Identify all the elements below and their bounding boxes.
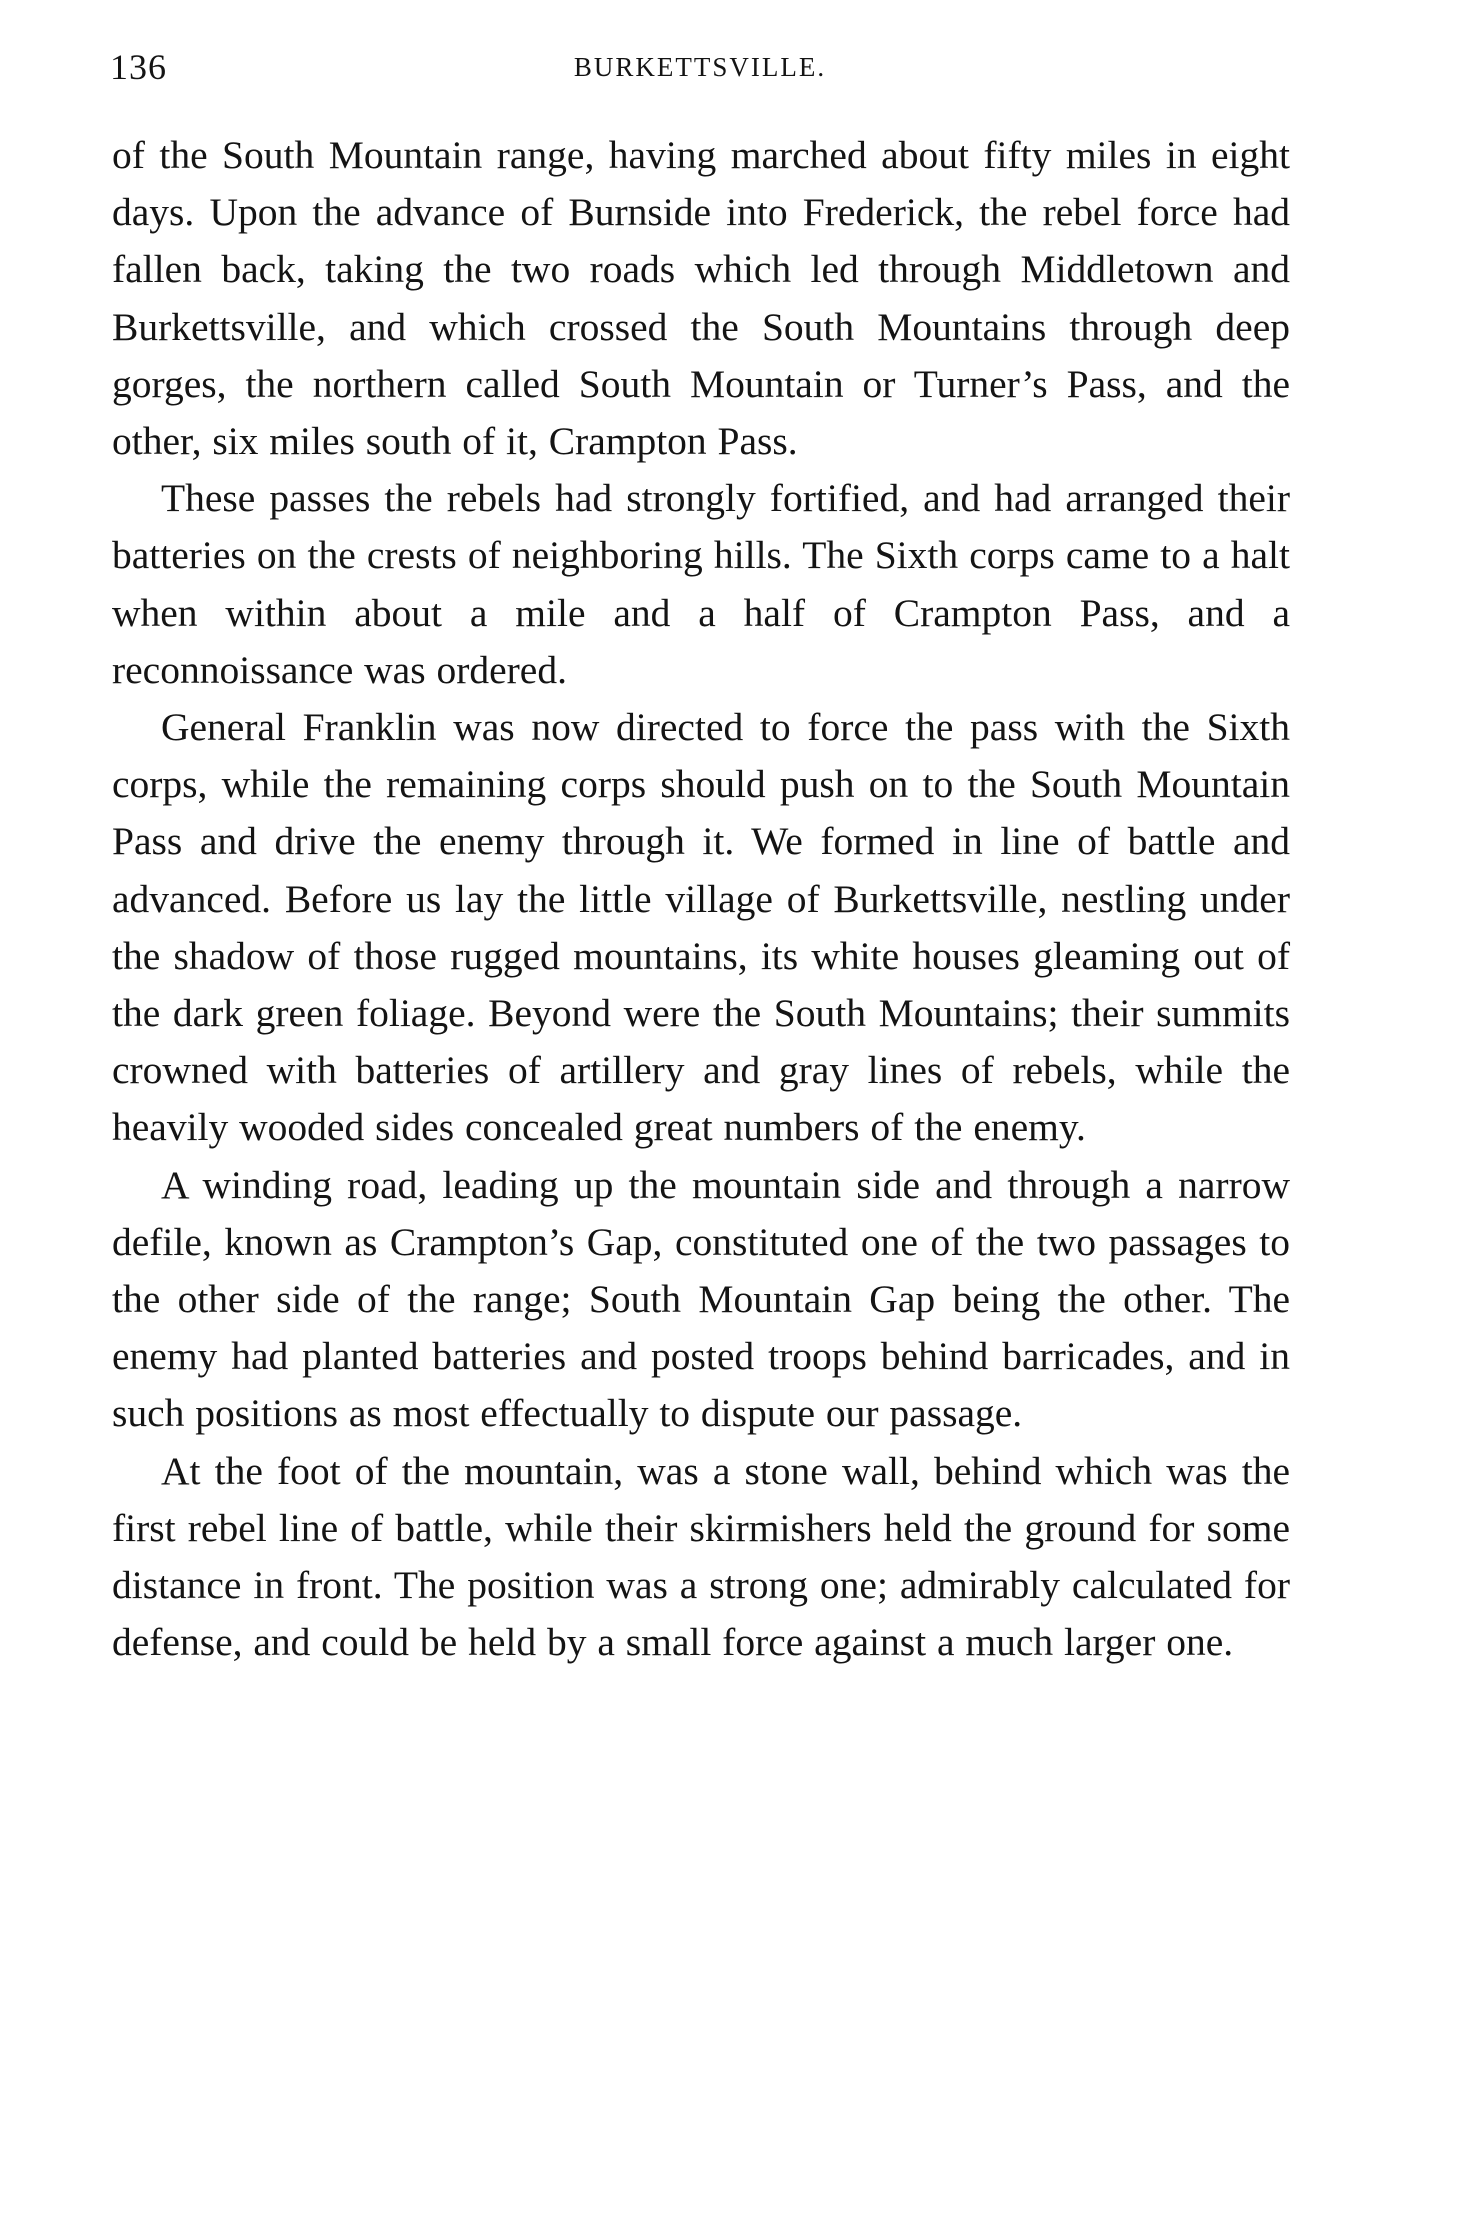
paragraph: General Franklin was now directed to force the pass with the Sixth corps, while the remaining corps should push on to the South Mountain Pass and drive the enemy through it. We formed in line of battle and advanced. Before us lay the little village of Burkettsville, nestling under the shadow of those rugged mountains, its white houses gleaming out of the dark green foliage. Beyond were the South Mountains; their summits crowned with batteries of artillery and gray lines of rebels, while the heavily wooded sides concealed great numbers of the enemy. <box>112 705 1290 1150</box>
paragraph: A winding road, leading up the mountain side and through a narrow defile, known as Crampton’s Gap, constituted one of the two passages to the other side of the range; South Mountain Gap being the other. The enemy had planted batteries and posted troops behind barricades, and in such positions as most effectually to dispute our passage. <box>112 1162 1290 1436</box>
running-head <box>110 46 1290 94</box>
paragraph: At the foot of the mountain, was a stone wall, behind which was the first rebel line of battle, while their skirmishers held the ground for some distance in front. The position was a strong one; admirably calculated for defense, and could be held by a small force against a much larger one. <box>112 1448 1290 1665</box>
paragraph-continued: of the South Mountain range, having marched about fifty miles in eight days. Upon the advance of Burnside into Frederick, the rebel force had fallen back, taking the two roads which led through Middletown and Burkettsville, and which crossed the South Mountains through deep gorges, the northern called South Mountain or Turner’s Pass, and the other, six miles south of it, Crampton Pass. <box>112 133 1290 464</box>
running-title: BURKETTSVILLE. <box>573 52 827 82</box>
page-number: 136 <box>110 47 167 87</box>
text-body <box>112 127 1290 1671</box>
paragraph: These passes the rebels had strongly fortified, and had arranged their batteries on the crests of neighboring hills. The Sixth corps came to a halt when within about a mile and a half of Crampton Pass, and a reconnoissance was ordered. <box>112 476 1290 692</box>
